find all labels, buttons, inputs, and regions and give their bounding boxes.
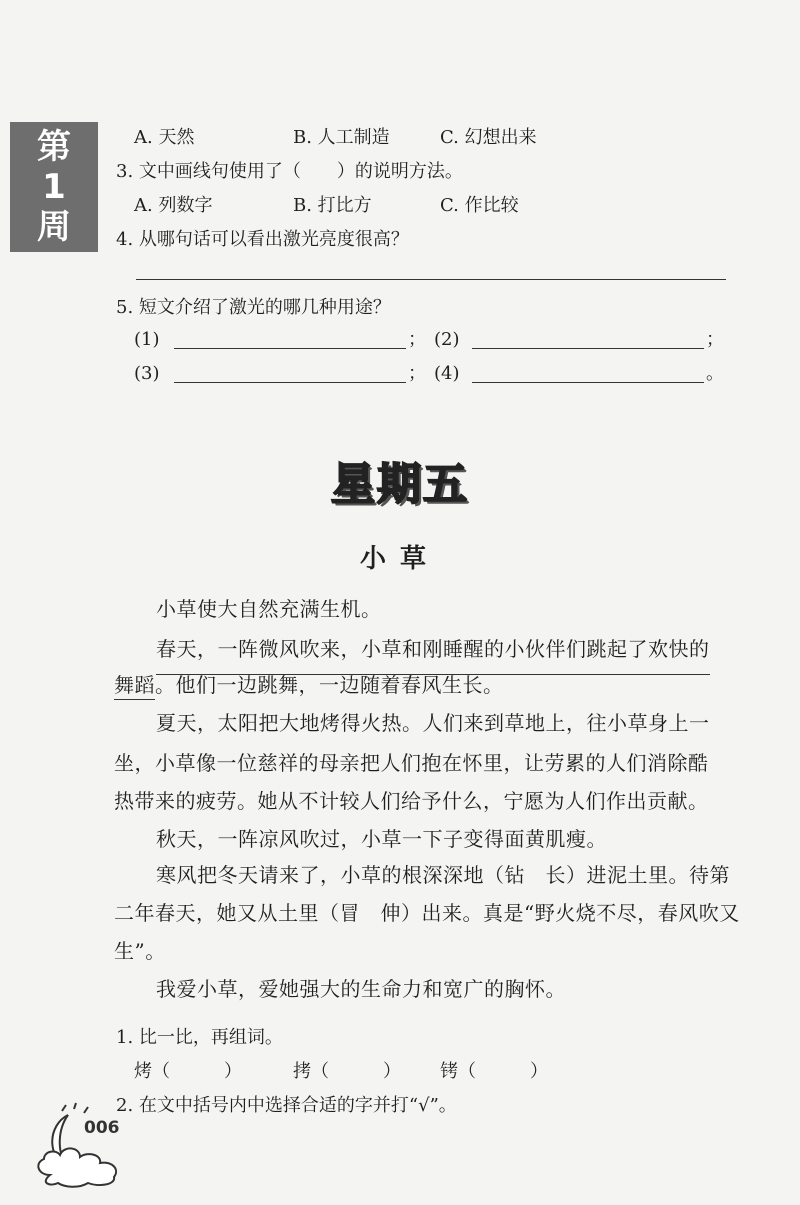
q5-sep-3: ；	[408, 363, 426, 384]
q5-label-2: (2)	[434, 329, 460, 350]
q5-question: 5. 短文介绍了激光的哪几种用途？	[116, 297, 391, 318]
story-paragraph-3-line-1: 夏天，太阳把大地烤得火热。人们来到草地上，往小草身上一	[156, 711, 710, 735]
week-tab-line3: 周	[37, 207, 71, 247]
story-paragraph-4: 秋天，一阵凉风吹过，小草一下子变得面黄肌瘦。	[156, 827, 607, 851]
story-paragraph-6: 我爱小草，爱她强大的生命力和宽广的胸怀。	[156, 977, 566, 1001]
story-title: 小草	[359, 544, 440, 574]
q5-sep-2: ；	[706, 329, 724, 350]
page-number: 006	[84, 1118, 120, 1138]
q2-option-a: A. 天然	[134, 127, 195, 148]
story-paragraph-2-line-1: 春天，一阵微风吹来，小草和刚睡醒的小伙伴们跳起了欢快的	[156, 626, 710, 675]
moon-cloud-icon	[28, 1095, 138, 1190]
q5-answer-line-4[interactable]	[472, 382, 704, 383]
weekday-title: 星期五	[331, 459, 469, 510]
q3-option-b: B. 打比方	[293, 195, 372, 216]
q3-option-a: A. 列数字	[134, 195, 213, 216]
q5-sep-1: ；	[408, 329, 426, 350]
story-paragraph-3-line-2: 坐，小草像一位慈祥的母亲把人们抱在怀里，让劳累的人们消除酷	[114, 751, 709, 775]
story-paragraph-2-rest: 。他们一边跳舞，一边随着春风生长。	[155, 673, 504, 697]
q5-answer-line-1[interactable]	[174, 348, 406, 349]
exercise-1-question: 1. 比一比，再组词。	[116, 1027, 283, 1048]
q5-label-1: (1)	[134, 329, 160, 350]
q4-answer-line[interactable]	[136, 279, 726, 280]
week-tab-line1: 第	[37, 127, 71, 167]
story-paragraph-5-line-3: 生”。	[114, 939, 166, 963]
story-paragraph-3-line-3: 热带来的疲劳。她从不计较人们给予什么，宁愿为人们作出贡献。	[114, 789, 709, 813]
q2-option-b: B. 人工制造	[293, 127, 390, 148]
exercise-1-item-3[interactable]: 铐（ ）	[440, 1061, 548, 1082]
q5-label-4: (4)	[434, 363, 460, 384]
story-paragraph-1: 小草使大自然充满生机。	[156, 597, 382, 621]
q5-sep-4: 。	[706, 363, 724, 384]
underlined-sentence-end: 舞蹈	[114, 673, 155, 700]
q5-answer-line-2[interactable]	[472, 348, 704, 349]
story-paragraph-5-line-2: 二年春天，她又从土里（冒 伸）出来。真是“野火烧不尽，春风吹又	[114, 901, 740, 925]
q5-answer-line-3[interactable]	[174, 382, 406, 383]
q3-question: 3. 文中画线句使用了（ ）的说明方法。	[116, 161, 463, 182]
q2-option-c: C. 幻想出来	[440, 127, 537, 148]
exercise-1-item-2[interactable]: 拷（ ）	[293, 1061, 401, 1082]
story-paragraph-5-line-1: 寒风把冬天请来了，小草的根深深地（钻 长）进泥土里。待第	[156, 863, 730, 887]
q3-option-c: C. 作比较	[440, 195, 519, 216]
q5-label-3: (3)	[134, 363, 160, 384]
week-tab-line2: 1	[42, 167, 66, 207]
q4-question: 4. 从哪句话可以看出激光亮度很高？	[116, 229, 409, 250]
week-tab	[10, 122, 98, 252]
exercise-1-item-1[interactable]: 烤（ ）	[134, 1061, 242, 1082]
exercise-2-question: 2. 在文中括号内中选择合适的字并打“√”。	[116, 1095, 457, 1116]
